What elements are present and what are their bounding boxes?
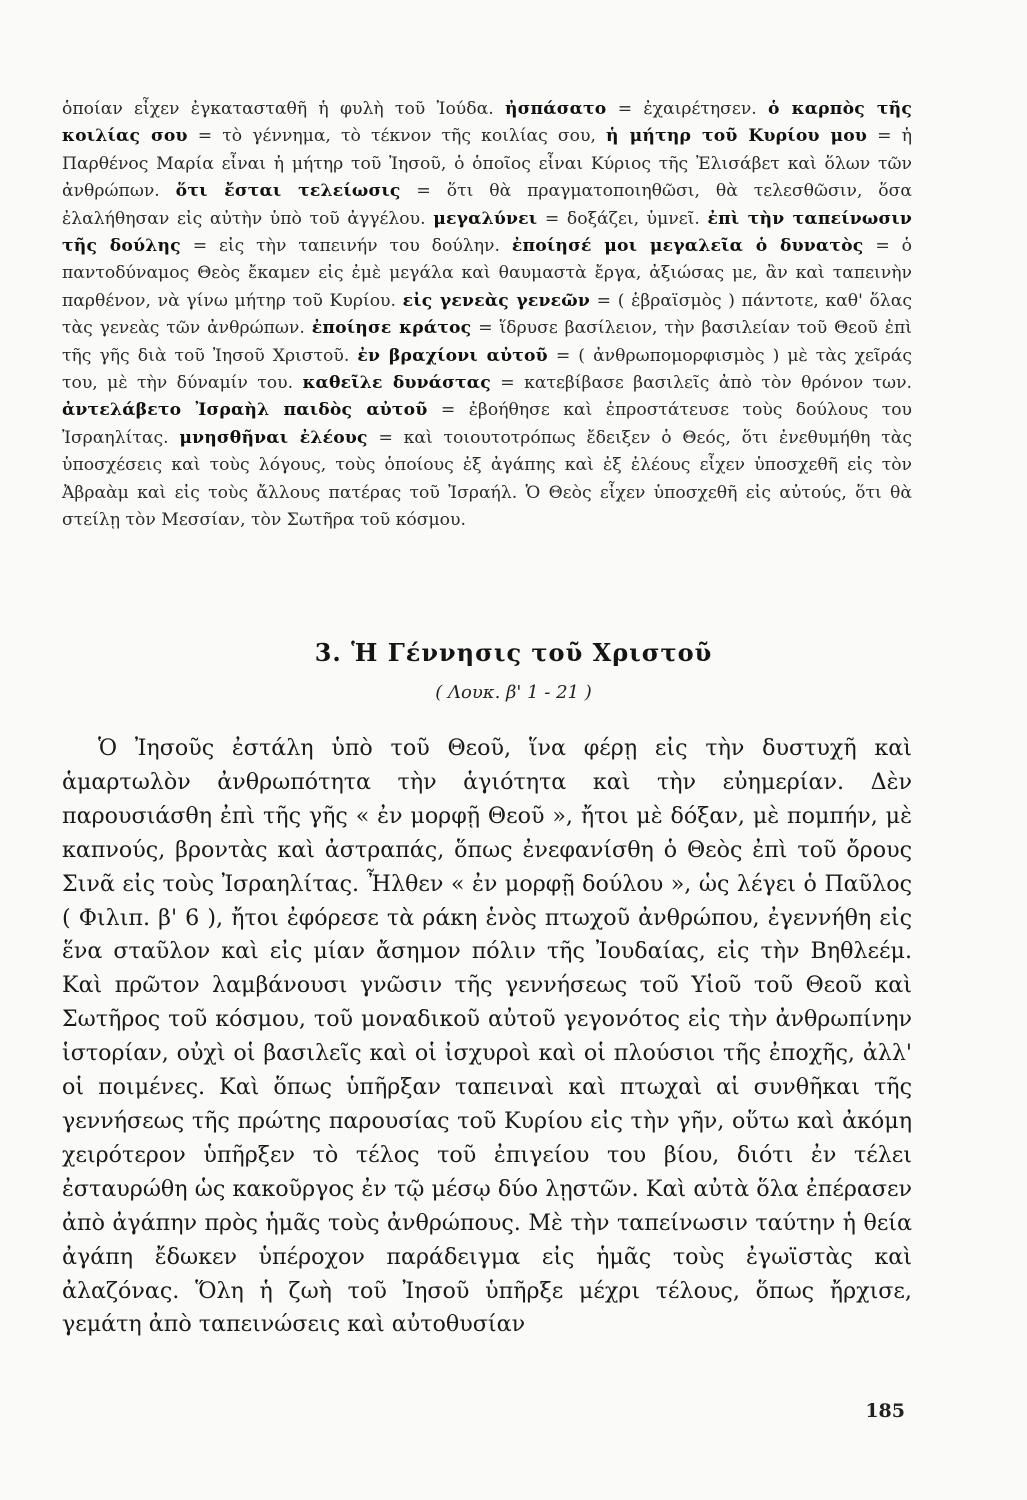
gloss-text: = ἐχαιρέτησεν. <box>606 99 768 119</box>
glossed-term: ἐποίησέ μοι μεγαλεῖα ὁ δυνατὸς <box>511 236 864 257</box>
gloss-text: = ( ἀνθρωπομορφισμὸς ) μὲ τὰς χεῖράς του, μὲ τὴν δύναμίν του. <box>62 345 912 394</box>
gloss-text: = δοξάζει, ὑμνεῖ. <box>537 208 708 229</box>
scripture-reference: ( Λουκ. β' 1 - 21 ) <box>435 682 592 703</box>
glossed-term: ὅτι ἔσται τελείωσις <box>175 181 401 202</box>
glossed-term: μνησθῆναι ἐλέους <box>179 427 368 448</box>
main-text <box>62 732 912 1342</box>
gloss-text: = ( ἑβραϊσμὸς ) πάντοτε, καθ' ὅλας τὰς γενεὰς τῶν ἀνθρώπων. <box>62 290 912 339</box>
glossed-term: ἐποίησε κράτος <box>311 318 472 339</box>
glossed-term: ἀντελάβετο Ἰσραὴλ παιδὸς αὐτοῦ <box>62 400 428 421</box>
glossed-term: ἐν βραχίονι αὐτοῦ <box>357 345 548 366</box>
gloss-text: = εἰς τὴν ταπεινήν του δούλην. <box>180 236 512 257</box>
gloss-text: ὁποίαν εἶχεν ἐγκατασταθῆ ἡ φυλὴ τοῦ Ἰούδα. <box>62 99 505 119</box>
gloss-text: = καὶ τοιουτοτρόπως ἔδειξεν ὁ Θεός, ὅτι ἐνεθυμήθη τὰς ὑποσχέσεις καὶ τοὺς λόγους, τοὺς ὁποίους ἐξ ἀγάπης καὶ ἐξ ἐλέους εἶχεν ὑποσχεθῆ εἰς τὸν Ἀβραὰμ καὶ εἰς τοὺς ἄλλους πατέρας τοῦ Ἰσραήλ. Ὁ Θεὸς εἶχεν ὑποσχεθῆ εἰς αὐτούς, ὅτι θὰ στείλῃ τὸν Μεσσίαν, τὸν Σωτῆρα τοῦ κόσμου. <box>62 427 912 531</box>
commentary-notes <box>62 96 912 535</box>
gloss-text: = κατεβίβασε βασιλεῖς ἀπὸ τὸν θρόνον των. <box>490 373 912 394</box>
gloss-text: = ἐβοήθησε καὶ ἐπροστάτευσε τοὺς δούλους του Ἰσραηλίτας. <box>62 400 912 448</box>
gloss-text: = ὅτι θὰ πραγματοποιηθῶσι, θὰ τελεσθῶσιν, ὅσα ἐλαλήθησαν εἰς αὐτὴν ὑπὸ τοῦ ἀγγέλου. <box>62 181 912 229</box>
page-number: 185 <box>865 1400 905 1422</box>
body-paragraph: Ὁ Ἰησοῦς ἐστάλη ὑπὸ τοῦ Θεοῦ, ἵνα φέρῃ εἰς τὴν δυστυχῆ καὶ ἁμαρτωλὸν ἀνθρωπότητα τὴν ἁγιότητα καὶ τὴν εὐημερίαν. Δὲν παρουσιάσθη ἐπὶ τῆς γῆς « ἐν μορφῇ Θεοῦ », ἤτοι μὲ δόξαν, μὲ πομπήν, μὲ καπνούς, βροντὰς καὶ ἀστραπάς, ὅπως ἐνεφανίσθη ὁ Θεὸς ἐπὶ τοῦ ὄρους Σινᾶ εἰς τοὺς Ἰσραηλίτας. Ἦλθεν « ἐν μορφῇ δούλου », ὡς λέγει ὁ Παῦλος ( Φιλιπ. β' 6 ), ἤτοι ἐφόρεσε τὰ ράκη ἑνὸς πτωχοῦ ἀνθρώπου, ἐγεννήθη εἰς ἕνα σταῦλον καὶ εἰς μίαν ἄσημον πόλιν τῆς Ἰουδαίας, εἰς τὴν Βηθλεέμ. Καὶ πρῶτον λαμβάνουσι γνῶσιν τῆς γεννήσεως τοῦ Υἱοῦ τοῦ Θεοῦ καὶ Σωτῆρος τοῦ κόσμου, τοῦ μοναδικοῦ αὐτοῦ γεγονότος εἰς τὴν ἀνθρωπίνην ἱστορίαν, οὐχὶ οἱ βασιλεῖς καὶ οἱ ἰσχυροὶ καὶ οἱ πλούσιοι τῆς ἐποχῆς, ἀλλ' οἱ ποιμένες. Καὶ ὅπως ὑπῆρξαν ταπειναὶ καὶ πτωχαὶ αἱ συνθῆκαι τῆς γεννήσεως τῆς πρώτης παρουσίας τοῦ Κυρίου εἰς τὴν γῆν, οὕτω καὶ ἀκόμη χειρότερον ὑπῆρξεν τὸ τέλος τοῦ ἐπιγείου του βίου, διότι ἐν τέλει ἐσταυρώθη ὡς κακοῦργος ἐν τῷ μέσῳ δύο λῃστῶν. Καὶ αὐτὰ ὅλα ἐπέρασεν ἀπὸ ἀγάπην πρὸς ἡμᾶς τοὺς ἀνθρώπους. Μὲ τὴν ταπείνωσιν ταύτην ἡ θεία ἀγάπη ἔδωκεν ὑπέροχον παράδειγμα εἰς ἡμᾶς τοὺς ἐγωϊστὰς καὶ ἀλαζόνας. Ὅλη ἡ ζωὴ τοῦ Ἰησοῦ ὑπῆρξε μέχρι τέλους, ὅπως ἤρχισε, γεμάτη ἀπὸ ταπεινώσεις καὶ αὐτοθυσίαν <box>62 735 912 1338</box>
gloss-text: = ἡ Παρθένος Μαρία εἶναι ἡ μήτηρ τοῦ Ἰησοῦ, ὁ ὁποῖος εἶναι Κύριος τῆς Ἐλισάβετ καὶ ὅλων τῶν ἀνθρώπων. <box>62 126 912 202</box>
glossed-term: ὁ καρπὸς τῆς κοιλίας σου <box>62 99 913 147</box>
gloss-text: = τὸ γέννημα, τὸ τέκνον τῆς κοιλίας σου, <box>187 126 607 147</box>
glossed-term: ἐπὶ τὴν ταπείνωσιν τῆς δούλης <box>62 208 912 257</box>
glossed-term: εἰς γενεὰς γενεῶν <box>402 290 590 311</box>
gloss-text: = ὁ παντοδύναμος Θεὸς ἔκαμεν εἰς ἐμὲ μεγάλα καὶ θαυμαστὰ ἔργα, ἀξιώσας με, ἂν καὶ ταπεινὴν παρθένον, νὰ γίνω μήτηρ τοῦ Κυρίου. <box>62 236 912 311</box>
glossed-term: καθεῖλε δυνάστας <box>302 373 491 394</box>
gloss-text: = ἵδρυσε βασίλειον, τὴν βασιλείαν τοῦ Θεοῦ ἐπὶ τῆς γῆς διὰ τοῦ Ἰησοῦ Χριστοῦ. <box>62 318 913 366</box>
section-heading: 3. Ἡ Γέννησις τοῦ Χριστοῦ <box>314 638 713 667</box>
glossed-term: μεγαλύνει <box>433 208 538 229</box>
commentary-paragraph <box>62 96 912 535</box>
glossed-term: ἡ μήτηρ τοῦ Κυρίου μου <box>606 126 868 147</box>
glossed-term: ἠσπάσατο <box>504 99 607 119</box>
